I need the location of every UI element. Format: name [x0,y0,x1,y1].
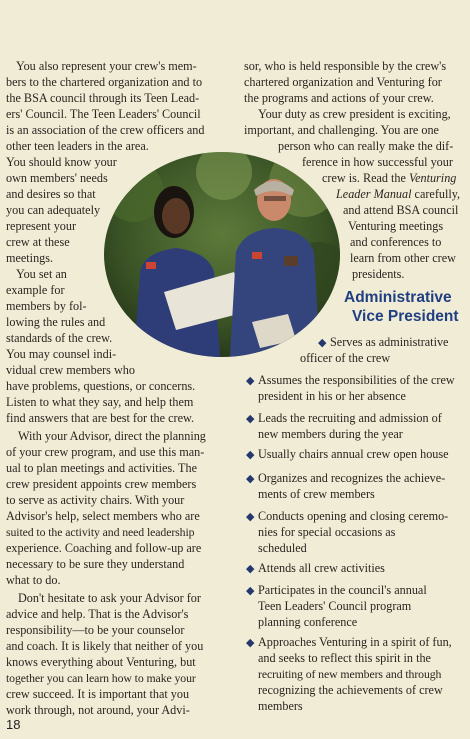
text-line: sor, who is held responsible by the crew's [244,59,447,73]
list-item-line: Usually chairs annual crew open house [258,447,449,461]
text-line: learn from other crew [350,251,456,265]
text-line: and conferences to [350,235,442,249]
text-line: have problems, questions, or concerns. [6,379,196,393]
list-item-line: Assumes the responsibilities of the crew [258,373,455,387]
list-item-line: ments of crew members [258,487,375,501]
text-line: is an association of the crew officers and [6,123,205,137]
text-line: what to do. [6,573,61,587]
text-line: necessary to be sure they understand [6,557,185,571]
text-line: members by fol- [6,299,87,313]
list-item-line: nies for special occasions as [258,525,396,539]
bullet-diamond-icon: ◆ [246,637,255,649]
text-line: and desires so that [6,187,96,201]
list-item-line: Leads the recruiting and admission of [258,411,442,425]
bullet-diamond-icon: ◆ [246,413,255,425]
list-item-line: president in his or her absence [258,389,406,403]
text-run: carefully, [414,187,461,201]
text-line: standards of the crew. [6,331,113,345]
text-line: represent your [6,219,77,233]
text-line: Venturing meetings [348,219,444,233]
text-line: you can adequately [6,203,101,217]
text-line: to serve as activity chairs. With your [6,493,185,507]
list-item-line: planning conference [258,615,358,629]
bullet-diamond-icon: ◆ [246,449,255,461]
list-item-line: Organizes and recognizes the achieve- [258,471,446,485]
text-line: ference in how successful your [302,155,453,169]
text-line: the BSA council through its Teen Lead- [6,91,200,105]
text-line: Advisor's help, select members who are [6,509,200,523]
text-line: Your duty as crew president is exciting, [258,107,451,121]
text-line: lowing the rules and [6,315,106,329]
list-item-line: scheduled [258,541,307,555]
text-run: crew is. Read the [322,171,406,185]
bullet-diamond-icon: ◆ [318,337,327,349]
text-line: Listen to what they say, and help them [6,395,194,409]
list-item-line: Approaches Venturing in a spirit of fun, [258,635,452,649]
text-line [322,170,456,186]
text-line: person who can really make the dif- [278,139,454,153]
bullet-diamond-icon: ◆ [246,563,255,575]
text-line: advice and help. That is the Advisor's [6,607,189,621]
bullet-diamond-icon: ◆ [246,511,255,523]
crew-members-photo [104,152,340,357]
text-line: responsibility—to be your counselor [6,623,185,637]
bullet-diamond-icon: ◆ [246,585,255,597]
list-item-line: Conducts opening and closing ceremo- [258,509,449,523]
text-line: ual to plan meetings and activities. The [6,461,198,475]
text-line: Don't hesitate to ask your Advisor for [18,591,201,605]
text-line: You set an [16,267,67,281]
text-line: the programs and actions of your crew. [244,91,434,105]
list-item-line: and seeks to reflect this spirit in the [258,651,431,665]
text-line: knows everything about Venturing, but [6,655,196,669]
bullet-diamond-icon: ◆ [246,473,255,485]
text-line: vidual crew members who [6,363,135,377]
bullet-diamond-icon: ◆ [246,375,255,387]
text-line: You should know your [6,155,117,169]
photo-illustration [104,152,340,357]
text-line: find answers that are best for the crew. [6,411,195,425]
text-line: work through, not around, your Advi- [6,703,190,717]
text-line: With your Advisor, direct the planning [18,429,206,443]
manual-title-italic: Leader Manual [336,187,412,201]
list-item-line: recognizing the achievements of crew [258,683,443,697]
text-line: and coach. It is likely that neither of you [6,639,204,653]
text-line: and attend BSA council [343,203,459,217]
text-line: crew at these [6,235,70,249]
text-line: meetings. [6,251,54,265]
text-line: bers to the chartered organization and to [6,75,203,89]
section-heading-line2: Vice President [352,308,459,325]
text-line: crew president appoints crew members [6,477,197,491]
page-number: 18 [6,717,21,732]
list-item-line: Participates in the council's annual [258,583,427,597]
list-item-line: officer of the crew [300,351,391,365]
text-line: together you can learn how to make your [6,671,196,685]
text-line: of your crew program, and use this man- [6,445,205,459]
text-line: You also represent your crew's mem- [16,59,197,73]
section-heading-line1: Administrative [344,289,452,306]
manual-title-italic: Venturing [408,171,457,185]
text-line [336,186,460,202]
text-line: experience. Coaching and follow-up are [6,541,202,555]
text-line: presidents. [352,267,405,281]
text-line: own members' needs [6,171,108,185]
list-item-line: recruiting of new members and through [258,667,442,681]
text-line: chartered organization and Venturing for [244,75,442,89]
text-line: You may counsel indi- [6,347,117,361]
text-line: ers' Council. The Teen Leaders' Council [6,107,201,121]
list-item-line: members [258,699,303,713]
list-item-line: Serves as administrative [330,335,449,349]
list-item-line: Attends all crew activities [258,561,385,575]
text-line: other teen leaders in the area. [6,139,149,153]
text-line: example for [6,283,65,297]
text-line: suited to the activity and need leadership [6,525,195,539]
list-item-line: Teen Leaders' Council program [258,599,412,613]
list-item-line: new members during the year [258,427,403,441]
text-line: crew succeed. It is important that you [6,687,190,701]
text-line: important, and challenging. You are one [244,123,439,137]
